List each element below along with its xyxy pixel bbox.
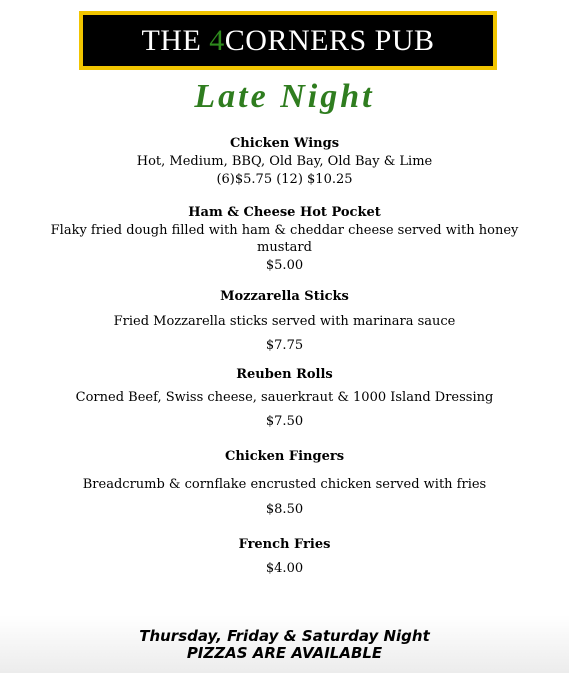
menu-item-description: Corned Beef, Swiss cheese, sauerkraut & 1000 Island Dressing [75,390,494,405]
footer-days: Thursday, Friday & Saturday Night [139,627,430,645]
menu-item-price: (6)$5.75 (12) $10.25 [216,172,353,187]
menu-item-price: $7.50 [265,414,304,429]
menu-item-name: Chicken Wings [229,136,340,151]
page-title: Late Night [194,78,375,115]
menu-item-description: Breadcrumb & cornflake encrusted chicken served with fries [82,477,487,492]
menu-item-price: $4.00 [265,561,304,576]
footer-pizza-note: PIZZAS ARE AVAILABLE [186,644,383,662]
menu-item-description: Flaky fried dough filled with ham & cheddar cheese served with honey mustard [50,223,519,255]
menu-item-description: Fried Mozzarella sticks served with marinara sauce [113,314,456,329]
menu-item-price: $5.00 [265,258,304,273]
menu-item-price: $7.75 [265,338,304,353]
menu-item-name: French Fries [238,537,331,552]
menu-item-price: $8.50 [265,502,304,517]
pub-logo [79,11,497,70]
pub-logo-text: THE 4CORNERS PUB [141,23,435,57]
menu-item-name: Ham & Cheese Hot Pocket [188,205,381,220]
menu-item-description: Hot, Medium, BBQ, Old Bay, Old Bay & Lime [136,154,433,169]
menu-item-name: Reuben Rolls [236,367,333,382]
menu-item-name: Mozzarella Sticks [220,289,349,304]
pub-logo-number: 4 [209,23,225,57]
menu-item-name: Chicken Fingers [224,449,345,464]
